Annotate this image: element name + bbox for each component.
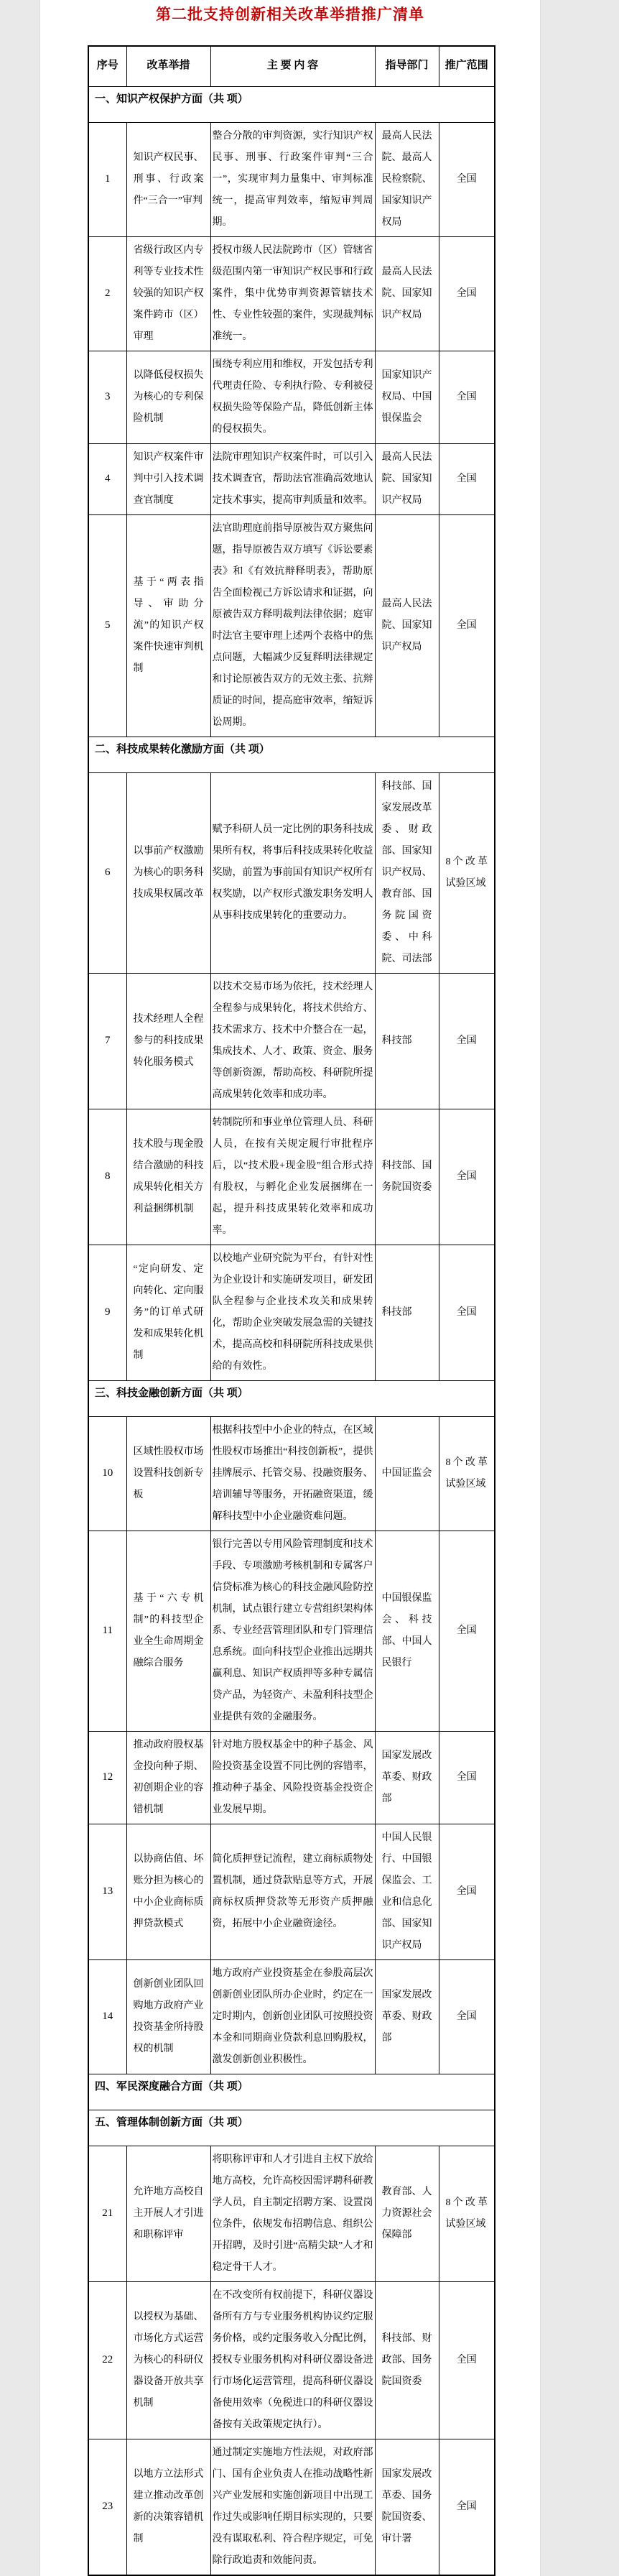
table-row <box>88 122 495 236</box>
header-measure: 改革举措 <box>126 46 210 86</box>
cell-guiding-department: 科技部 <box>375 1245 439 1380</box>
cell-guiding-department: 中国人民银行、中国银保监会、工业和信息化部、国家知识产权局 <box>375 1824 439 1959</box>
cell-main-content: 在不改变所有权前提下，科研仪器设备所有方与专业服务机构协议约定服务价格，或约定服务收入分配比例，授权专业服务机构对科研仪器设备进行市场化运营管理，提高科研仪器设备使用效率（免税进口的科研仪器设备按有关政策规定执行）。 <box>210 2281 375 2439</box>
cell-guiding-department: 科技部、国务院国资委 <box>375 1109 439 1245</box>
header-content: 主 要 内 容 <box>210 46 375 86</box>
cell-guiding-department: 最高人民法院、国家知识产权局 <box>375 236 439 351</box>
cell-guiding-department: 科技部、国家发展改革委、财政部、国家知识产权局、教育部、国务院国资委、中科院、司法部 <box>375 772 439 973</box>
cell-reform-measure: 知识产权案件审判中引入技术调查官制度 <box>126 443 210 514</box>
cell-promotion-scope: 全国 <box>439 1959 495 2074</box>
cell-number: 12 <box>88 1731 126 1824</box>
cell-number: 4 <box>88 443 126 514</box>
cell-main-content: 围绕专利应用和维权，开发包括专利代理责任险、专利执行险、专利被侵权损失险等保险产品，降低创新主体的侵权损失。 <box>210 351 375 443</box>
cell-reform-measure: 基于“两表指导、审助分流”的知识产权案件快速审判机制 <box>126 514 210 737</box>
cell-reform-measure: 以地方立法形式建立推动改革创新的决策容错机制 <box>126 2439 210 2575</box>
section-row <box>88 737 495 772</box>
cell-main-content: 以技术交易市场为依托，技术经理人全程参与成果转化，将技术供给方、技术需求方、技术中介整合在一起，集成技术、人才、政策、资金、服务等创新资源，帮助高校、科研院所提高成果转化效率和成功率。 <box>210 973 375 1109</box>
cell-guiding-department: 最高人民法院、国家知识产权局 <box>375 443 439 514</box>
table-row <box>88 2281 495 2439</box>
cell-promotion-scope: 全国 <box>439 1245 495 1380</box>
cell-number: 11 <box>88 1531 126 1731</box>
cell-reform-measure: 创新创业团队回购地方政府产业投资基金所持股权的机制 <box>126 1959 210 2074</box>
cell-main-content: 整合分散的审判资源，实行知识产权民事、刑事、行政案件审判“三合一”，实现审判力量集中、审判标准统一，提高审判效率，缩短审判周期。 <box>210 122 375 236</box>
cell-promotion-scope: 8个改革试验区域 <box>439 1416 495 1531</box>
cell-main-content: 将职称评审和人才引进自主权下放给地方高校，允许高校因需评聘科研教学人员，自主制定招聘方案、设置岗位条件，依规发布招聘信息、组织公开招聘，及时引进“高精尖缺”人才和稳定骨干人才。 <box>210 2146 375 2281</box>
cell-guiding-department: 最高人民法院、最高人民检察院、国家知识产权局 <box>375 122 439 236</box>
cell-reform-measure: 区域性股权市场设置科技创新专板 <box>126 1416 210 1531</box>
table-row <box>88 1416 495 1531</box>
cell-number: 7 <box>88 973 126 1109</box>
cell-promotion-scope: 全国 <box>439 1531 495 1731</box>
cell-reform-measure: 以降低侵权损失为核心的专利保险机制 <box>126 351 210 443</box>
cell-guiding-department: 最高人民法院、国家知识产权局 <box>375 514 439 737</box>
cell-promotion-scope: 全国 <box>439 1109 495 1245</box>
section-header-label: 一、知识产权保护方面（共 项） <box>88 86 495 122</box>
cell-guiding-department: 科技部、财政部、国务院国资委 <box>375 2281 439 2439</box>
table-row <box>88 351 495 443</box>
cell-guiding-department: 中国银保监会、科技部、中国人民银行 <box>375 1531 439 1731</box>
cell-guiding-department: 国家知识产权局、中国银保监会 <box>375 351 439 443</box>
table-header <box>88 46 495 86</box>
section-row <box>88 1380 495 1416</box>
section-header-label: 三、科技金融创新方面（共 项） <box>88 1380 495 1416</box>
table-row <box>88 443 495 514</box>
table-row <box>88 1245 495 1380</box>
header-no: 序号 <box>88 46 126 86</box>
cell-promotion-scope: 8个改革试验区域 <box>439 2146 495 2281</box>
promotion-list-table <box>88 45 495 2576</box>
section-row <box>88 2110 495 2146</box>
cell-number: 22 <box>88 2281 126 2439</box>
cell-number: 3 <box>88 351 126 443</box>
cell-main-content: 赋予科研人员一定比例的职务科技成果所有权，将事后科技成果转化收益奖励，前置为事前国有知识产权所有权奖励，以产权形式激发职务发明人从事科技成果转化的重要动力。 <box>210 772 375 973</box>
section-header-label: 二、科技成果转化激励方面（共 项） <box>88 737 495 772</box>
cell-reform-measure: 基于“六专机制”的科技型企业全生命周期金融综合服务 <box>126 1531 210 1731</box>
cell-guiding-department: 国家发展改革委、国务院国资委、审计署 <box>375 2439 439 2575</box>
section-row <box>88 2074 495 2110</box>
table-row <box>88 2439 495 2575</box>
cell-main-content: 法官助理庭前指导原被告双方聚焦问题，指导原被告双方填写《诉讼要素表》和《有效抗辩释明表》，帮助原告全面检视己方诉讼请求和证据，向原被告双方释明裁判法律依据；庭审时法官主要审理上述两个表格中的焦点问题，大幅减少反复释明法律规定和讨论原被告双方的无效主张、抗辩质证的时间，提高庭审效率，缩短诉讼周期。 <box>210 514 375 737</box>
cell-promotion-scope: 全国 <box>439 973 495 1109</box>
section-header-label: 四、军民深度融合方面（共 项） <box>88 2074 495 2110</box>
cell-number: 23 <box>88 2439 126 2575</box>
cell-promotion-scope: 全国 <box>439 122 495 236</box>
cell-reform-measure: 省级行政区内专利等专业技术性较强的知识产权案件跨市（区）审理 <box>126 236 210 351</box>
cell-number: 1 <box>88 122 126 236</box>
cell-promotion-scope: 8个改革试验区域 <box>439 772 495 973</box>
cell-main-content: 授权市级人民法院跨市（区）管辖省级范围内第一审知识产权民事和行政案件，集中优势审判资源管辖技术性、专业性较强的案件，实现裁判标准统一。 <box>210 236 375 351</box>
cell-main-content: 转制院所和事业单位管理人员、科研人员，在按有关规定履行审批程序后，以“技术股+现金股”组合形式持有股权，与孵化企业发展捆绑在一起，提升科技成果转化效率和成功率。 <box>210 1109 375 1245</box>
cell-promotion-scope: 全国 <box>439 1824 495 1959</box>
cell-guiding-department: 中国证监会 <box>375 1416 439 1531</box>
table-body <box>88 86 495 2575</box>
cell-main-content: 地方政府产业投资基金在参股高层次创新创业团队所办企业时，约定在一定时期内，创新创业团队可按照投资本金和同期商业贷款利息回购股权，激发创新创业积极性。 <box>210 1959 375 2074</box>
cell-number: 13 <box>88 1824 126 1959</box>
cell-promotion-scope: 全国 <box>439 443 495 514</box>
cell-reform-measure: 以授权为基础、市场化方式运营为核心的科研仪器设备开放共享机制 <box>126 2281 210 2439</box>
header-row <box>88 46 495 86</box>
header-scope: 推广范围 <box>439 46 495 86</box>
cell-guiding-department: 国家发展改革委、财政部 <box>375 1731 439 1824</box>
cell-reform-measure: 以事前产权激励为核心的职务科技成果权属改革 <box>126 772 210 973</box>
table-row <box>88 1731 495 1824</box>
cell-number: 5 <box>88 514 126 737</box>
cell-reform-measure: 技术股与现金股结合激励的科技成果转化相关方利益捆绑机制 <box>126 1109 210 1245</box>
cell-main-content: 银行完善以专用风险管理制度和技术手段、专项激励考核机制和专属客户信贷标准为核心的科技金融风险防控机制，试点银行建立专营组织架构体系、专业经营管理团队和专门管理信息系统。面向科技型企业推出远期共赢利息、知识产权质押等多种专属信贷产品，为轻资产、未盈利科技型企业提供有效的金融服务。 <box>210 1531 375 1731</box>
cell-number: 6 <box>88 772 126 973</box>
table-row <box>88 1531 495 1731</box>
cell-reform-measure: 技术经理人全程参与的科技成果转化服务模式 <box>126 973 210 1109</box>
cell-main-content: 针对地方股权基金中的种子基金、风险投资基金设置不同比例的容错率，推动种子基金、风险投资基金投资企业发展早期。 <box>210 1731 375 1824</box>
cell-guiding-department: 科技部 <box>375 973 439 1109</box>
cell-main-content: 通过制定实施地方性法规，对政府部门、国有企业负责人在推动战略性新兴产业发展和实施创新项目中出现工作过失或影响任期目标实现的，只要没有谋取私利、符合程序规定，可免除行政追责和效能问责。 <box>210 2439 375 2575</box>
cell-promotion-scope: 全国 <box>439 351 495 443</box>
cell-reform-measure: 推动政府股权基金投向种子期、初创期企业的容错机制 <box>126 1731 210 1824</box>
cell-main-content: 以校地产业研究院为平台，有针对性为企业设计和实施研发项目，研发团队全程参与企业技术攻关和成果转化，帮助企业突破发展急需的关键技术，提高高校和科研院所科技成果供给的有效性。 <box>210 1245 375 1380</box>
cell-number: 9 <box>88 1245 126 1380</box>
cell-promotion-scope: 全国 <box>439 2281 495 2439</box>
table-row <box>88 1824 495 1959</box>
cell-guiding-department: 教育部、人力资源社会保障部 <box>375 2146 439 2281</box>
cell-reform-measure: 以协商估值、坏账分担为核心的中小企业商标质押贷款模式 <box>126 1824 210 1959</box>
cell-reform-measure: “定向研发、定向转化、定向服务”的订单式研发和成果转化机制 <box>126 1245 210 1380</box>
section-row <box>88 86 495 122</box>
table-row <box>88 973 495 1109</box>
cell-promotion-scope: 全国 <box>439 236 495 351</box>
cell-promotion-scope: 全国 <box>439 2439 495 2575</box>
cell-number: 2 <box>88 236 126 351</box>
table-row <box>88 1959 495 2074</box>
cell-number: 8 <box>88 1109 126 1245</box>
table-row <box>88 1109 495 1245</box>
document-page <box>39 0 541 2576</box>
cell-reform-measure: 知识产权民事、刑事、行政案件“三合一”审判 <box>126 122 210 236</box>
table-row <box>88 772 495 973</box>
table-row <box>88 236 495 351</box>
cell-number: 21 <box>88 2146 126 2281</box>
header-dept: 指导部门 <box>375 46 439 86</box>
cell-reform-measure: 允许地方高校自主开展人才引进和职称评审 <box>126 2146 210 2281</box>
cell-promotion-scope: 全国 <box>439 1731 495 1824</box>
section-header-label: 五、管理体制创新方面（共 项） <box>88 2110 495 2146</box>
cell-promotion-scope: 全国 <box>439 514 495 737</box>
cell-number: 10 <box>88 1416 126 1531</box>
document-title: 第二批支持创新相关改革举措推广清单 <box>156 6 424 23</box>
cell-main-content: 法院审理知识产权案件时，可以引入技术调查官，帮助法官准确高效地认定技术事实，提高审判质量和效率。 <box>210 443 375 514</box>
table-row <box>88 514 495 737</box>
cell-guiding-department: 国家发展改革委、财政部 <box>375 1959 439 2074</box>
cell-main-content: 简化质押登记流程，建立商标质物处置机制，通过贷款贴息等方式，开展商标权质押贷款等无形资产质押融资，拓展中小企业融资途径。 <box>210 1824 375 1959</box>
cell-main-content: 根据科技型中小企业的特点，在区域性股权市场推出“科技创新板”，提供挂牌展示、托管交易、投融资服务、培训辅导等服务，开拓融资渠道，缓解科技型中小企业融资难问题。 <box>210 1416 375 1531</box>
table-row <box>88 2146 495 2281</box>
cell-number: 14 <box>88 1959 126 2074</box>
